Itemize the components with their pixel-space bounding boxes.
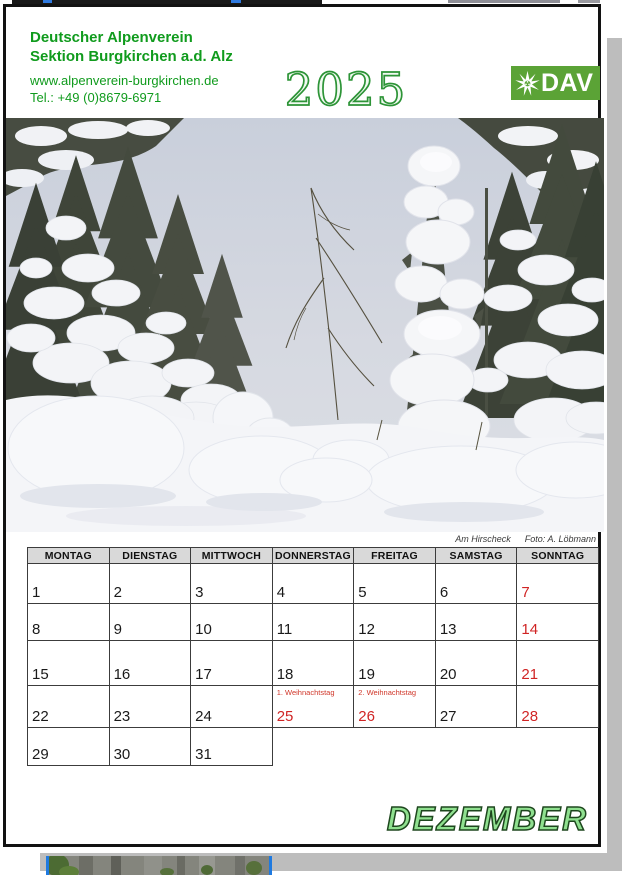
day-cell-christmas2: 2. Weihnachtstag 26 [354, 686, 436, 728]
weekday-header: MONTAG [28, 548, 110, 564]
contact-info [30, 72, 219, 106]
day-cell: 15 [28, 641, 110, 686]
day-cell: 4 [272, 564, 354, 604]
weekday-header-row [28, 548, 599, 564]
day-cell: 10 [191, 604, 273, 641]
empty-cell [435, 728, 517, 766]
page-shadow-right [607, 38, 622, 862]
week-row [28, 686, 599, 728]
top-sheet-sliver-gray [448, 0, 560, 3]
top-sheet-sliver-blue [231, 0, 241, 3]
top-sheet-sliver-gray [578, 0, 600, 3]
holiday-label: 1. Weihnachtstag [276, 688, 335, 697]
photo-location: Am Hirscheck [455, 534, 511, 544]
weekday-header: SAMSTAG [435, 548, 517, 564]
week-row [28, 728, 599, 766]
day-cell: 30 [109, 728, 191, 766]
rock-cliff-photo-strip [49, 856, 269, 875]
day-cell: 13 [435, 604, 517, 641]
day-cell-sunday: 7 [517, 564, 599, 604]
day-cell: 29 [28, 728, 110, 766]
weekday-header: DONNERSTAG [272, 548, 354, 564]
day-cell: 31 [191, 728, 273, 766]
week-row [28, 604, 599, 641]
dav-logo-text: DAV [541, 68, 594, 97]
month-title: DEZEMBER [386, 800, 588, 837]
dav-logo [511, 66, 600, 100]
day-cell: 5 [354, 564, 436, 604]
weekday-header: SONNTAG [517, 548, 599, 564]
day-cell: 18 [272, 641, 354, 686]
day-cell-christmas1: 1. Weihnachtstag 25 [272, 686, 354, 728]
empty-cell [354, 728, 436, 766]
top-sheet-sliver-blue [43, 0, 52, 3]
week-row [28, 641, 599, 686]
day-cell: 24 [191, 686, 273, 728]
empty-cell [517, 728, 599, 766]
day-cell: 11 [272, 604, 354, 641]
holiday-label: 2. Weihnachtstag [358, 688, 417, 697]
day-cell: 8 [28, 604, 110, 641]
empty-cell [272, 728, 354, 766]
winter-photo [6, 118, 604, 532]
day-cell-sunday: 14 [517, 604, 599, 641]
week-row [28, 564, 599, 604]
snowy-forest-scene [6, 118, 604, 532]
day-cell: 3 [191, 564, 273, 604]
organisation-name [30, 28, 233, 66]
day-cell: 27 [435, 686, 517, 728]
next-sheet-peek-photo [46, 856, 272, 875]
day-cell: 2 [109, 564, 191, 604]
phone-text: Tel.: +49 (0)8679-6971 [30, 90, 162, 105]
org-line2: Sektion Burgkirchen a.d. Alz [30, 48, 233, 65]
day-cell: 17 [191, 641, 273, 686]
weekday-header: MITTWOCH [191, 548, 273, 564]
photo-photographer: Foto: A. Löbmann [524, 534, 596, 544]
day-cell: 1 [28, 564, 110, 604]
year-heading: 2025 [284, 63, 408, 116]
day-cell: 19 [354, 641, 436, 686]
day-cell-sunday: 21 [517, 641, 599, 686]
day-cell: 22 [28, 686, 110, 728]
day-cell: 20 [435, 641, 517, 686]
day-cell: 16 [109, 641, 191, 686]
calendar-page [3, 4, 601, 847]
calendar-table [27, 547, 599, 766]
day-cell: 23 [109, 686, 191, 728]
edelweiss-icon [514, 70, 541, 97]
photo-credit [455, 534, 596, 544]
day-cell: 9 [109, 604, 191, 641]
weekday-header: DIENSTAG [109, 548, 191, 564]
day-cell: 12 [354, 604, 436, 641]
day-cell-sunday: 28 [517, 686, 599, 728]
org-line1: Deutscher Alpenverein [30, 29, 193, 46]
weekday-header: FREITAG [354, 548, 436, 564]
day-cell: 6 [435, 564, 517, 604]
website-text: www.alpenverein-burgkirchen.de [30, 73, 219, 88]
